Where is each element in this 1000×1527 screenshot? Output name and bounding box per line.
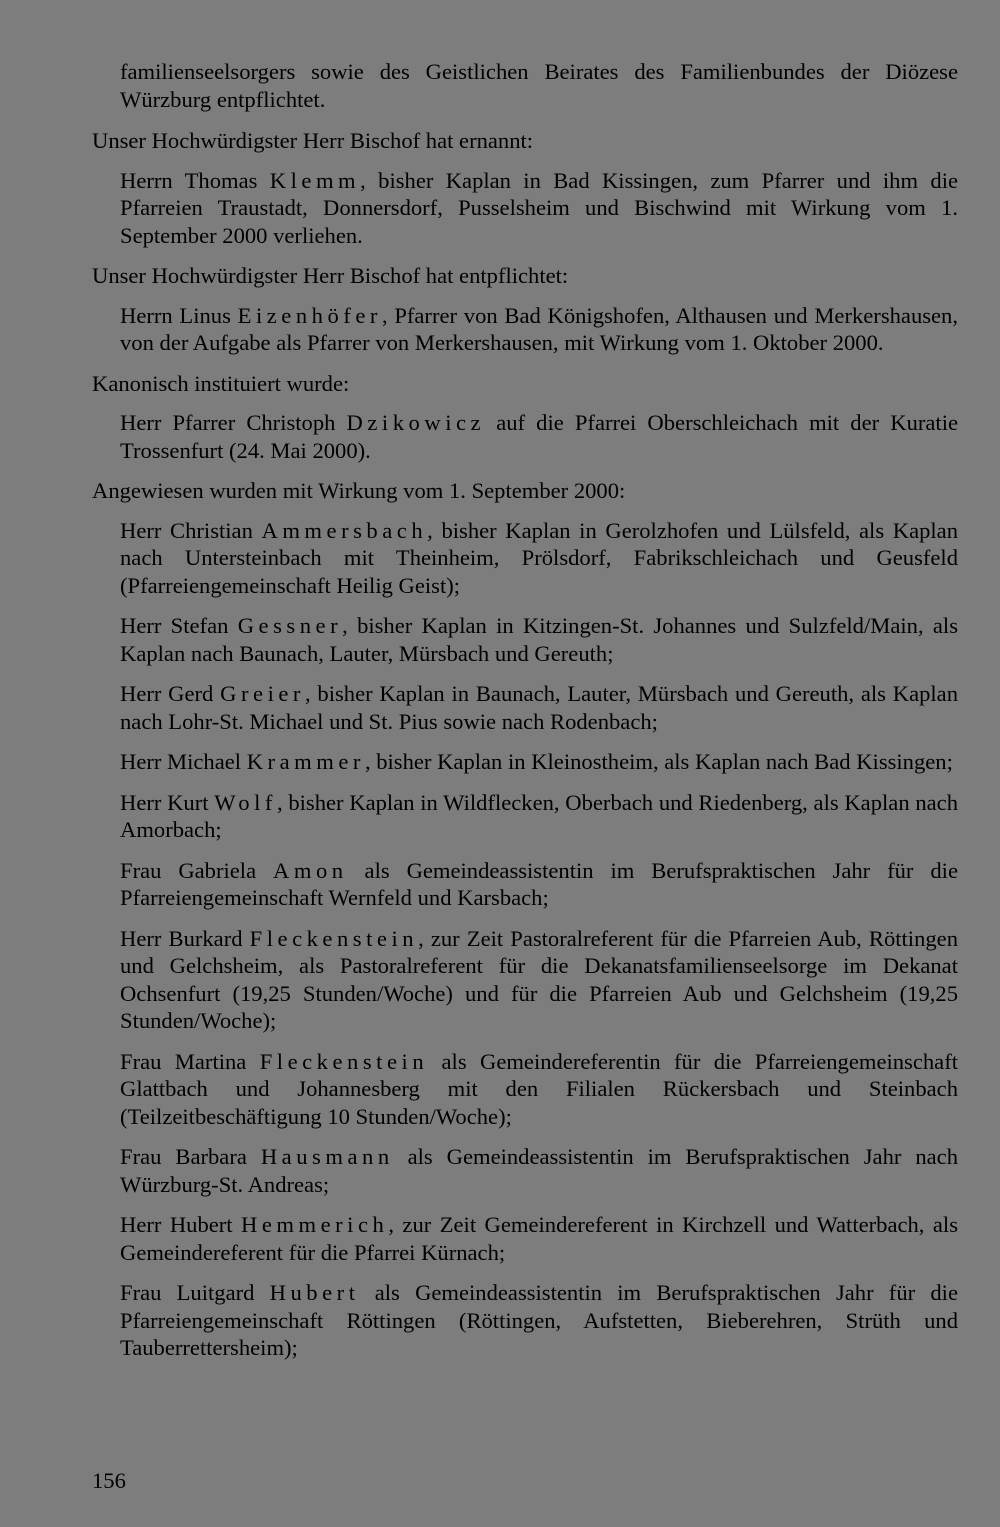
person-surname: Ammersbach (261, 517, 428, 543)
entry-text: als Gemeindereferentin für die Pfarreiengemeinschaft Glattbach und Johannesberg mit den Filialen Rückersbach und Steinbach (Teilzeitbeschäftigung 10 Stunden/Woche); (120, 1048, 958, 1129)
appointment-entry (92, 925, 958, 1035)
entry-text: auf die Pfarrei Oberschleichach mit der Kuratie Trossenfurt (24. Mai 2000). (120, 410, 958, 463)
appointment-entry (92, 1279, 958, 1362)
person-surname: Krammer (246, 749, 365, 774)
person-surname: Eizenhöfer (237, 302, 382, 328)
appointment-entry (92, 612, 958, 667)
entry-prefix: Herr Hubert (120, 1212, 242, 1237)
entry-text: , bisher Kaplan in Gerolzhofen und Lülsfeld, als Kaplan nach Untersteinbach mit Theinheim, Prölsdorf, Fabrikschleichach und Geusfeld (Pfarreiengemeinschaft Heilig Geist); (120, 517, 958, 598)
appointment-entry (92, 409, 958, 464)
entry-prefix: Herr Christian (120, 517, 262, 543)
person-surname: Greier (220, 681, 305, 706)
entry-prefix: Herr Burkard (120, 925, 250, 951)
sections-container (92, 127, 958, 1362)
appointment-entry (92, 857, 958, 912)
section-heading: Unser Hochwürdigster Herr Bischof hat entpflichtet: (92, 263, 569, 288)
entry-text: , bisher Kaplan in Kleinostheim, als Kaplan nach Bad Kissingen; (364, 749, 953, 774)
entry-prefix: Herr Stefan (120, 613, 238, 638)
entry-prefix: Herrn Thomas (120, 167, 270, 193)
entry-text: als Gemeindeassistentin im Berufspraktischen Jahr nach Würzburg-St. Andreas; (120, 1144, 958, 1197)
person-surname: Fleckenstein (249, 925, 419, 951)
entry-prefix: Herr Kurt (120, 789, 215, 815)
appointment-entry (92, 517, 958, 600)
section-heading: Angewiesen wurden mit Wirkung vom 1. September 2000: (92, 478, 626, 503)
appointment-entry (92, 748, 958, 776)
document-body (92, 58, 958, 1375)
person-surname: Wolf (214, 789, 277, 815)
entry-text: , bisher Kaplan in Bad Kissingen, zum Pfarrer und ihm die Pfarreien Traustadt, Donnersdorf, Pusselsheim und Bischwind mit Wirkung vom 1. September 2000 verliehen. (120, 167, 959, 248)
entry-prefix: Frau Luitgard (120, 1280, 270, 1305)
appointment-entry (92, 680, 958, 735)
section-heading: Kanonisch instituiert wurde: (92, 370, 350, 396)
person-surname: Dzikowicz (346, 410, 486, 435)
appointment-entry (92, 302, 958, 357)
entry-prefix: Frau Barbara (120, 1144, 261, 1169)
person-surname: Amon (273, 857, 348, 883)
entry-text: , zur Zeit Gemeindereferent in Kirchzell und Watterbach, als Gemeindereferent für die Pfarrei Kürnach; (120, 1212, 958, 1265)
person-surname: Fleckenstein (259, 1048, 429, 1074)
entry-text: , zur Zeit Pastoralreferent für die Pfarreien Aub, Röttingen und Gelchsheim, als Pastoralreferent für die Dekanatsfamilienseelsorge im Dekanat Ochsenfurt (19,25 Stunden/Woche) und für die Pfarreien Aub und Gelchsheim (19,25 Stunden/Woche); (120, 925, 958, 1033)
entry-text: , bisher Kaplan in Wildflecken, Oberbach und Riedenberg, als Kaplan nach Amorbach; (120, 789, 958, 842)
intro-paragraph: familienseelsorgers sowie des Geistlichen Beirates des Familienbundes der Diözese Würzburg entpflichtet. (120, 59, 958, 112)
entry-prefix: Herrn Linus (120, 302, 238, 328)
entry-text: , bisher Kaplan in Kitzingen-St. Johannes und Sulzfeld/Main, als Kaplan nach Baunach, Lauter, Mürsbach und Gereuth; (120, 613, 958, 666)
entry-prefix: Herr Pfarrer Christoph (120, 410, 347, 435)
appointment-entry (92, 1211, 958, 1266)
entry-prefix: Frau Martina (120, 1048, 260, 1074)
entry-text: als Gemeindeassistentin im Berufspraktischen Jahr für die Pfarreiengemeinschaft Röttingen (Röttingen, Aufstetten, Bieberehren, Strüth und Tauberrettersheim); (120, 1280, 958, 1360)
entry-prefix: Herr Gerd (120, 681, 221, 706)
person-surname: Gessner (237, 613, 343, 638)
page-number: 156 (92, 1468, 126, 1493)
entry-text: als Gemeindeassistentin im Berufspraktischen Jahr für die Pfarreiengemeinschaft Wernfeld und Karsbach; (120, 857, 958, 910)
entry-text: , bisher Kaplan in Baunach, Lauter, Mürsbach und Gereuth, als Kaplan nach Lohr-St. Michael und St. Pius sowie nach Rodenbach; (120, 681, 959, 734)
appointment-entry (92, 1143, 958, 1198)
appointment-entry (92, 1048, 958, 1131)
person-surname: Hemmerich (241, 1212, 389, 1237)
entry-text: , Pfarrer von Bad Königshofen, Althausen und Merkershausen, von der Aufgabe als Pfarrer von Merkershausen, mit Wirkung vom 1. Oktober 2000. (120, 302, 959, 355)
appointment-entry (92, 167, 958, 250)
entry-prefix: Frau Gabriela (120, 857, 274, 883)
person-surname: Klemm (269, 167, 361, 193)
appointment-entry (92, 789, 958, 844)
section-heading: Unser Hochwürdigster Herr Bischof hat ernannt: (92, 128, 534, 153)
person-surname: Hubert (269, 1280, 360, 1305)
entry-prefix: Herr Michael (120, 749, 247, 774)
person-surname: Hausmann (260, 1144, 394, 1169)
